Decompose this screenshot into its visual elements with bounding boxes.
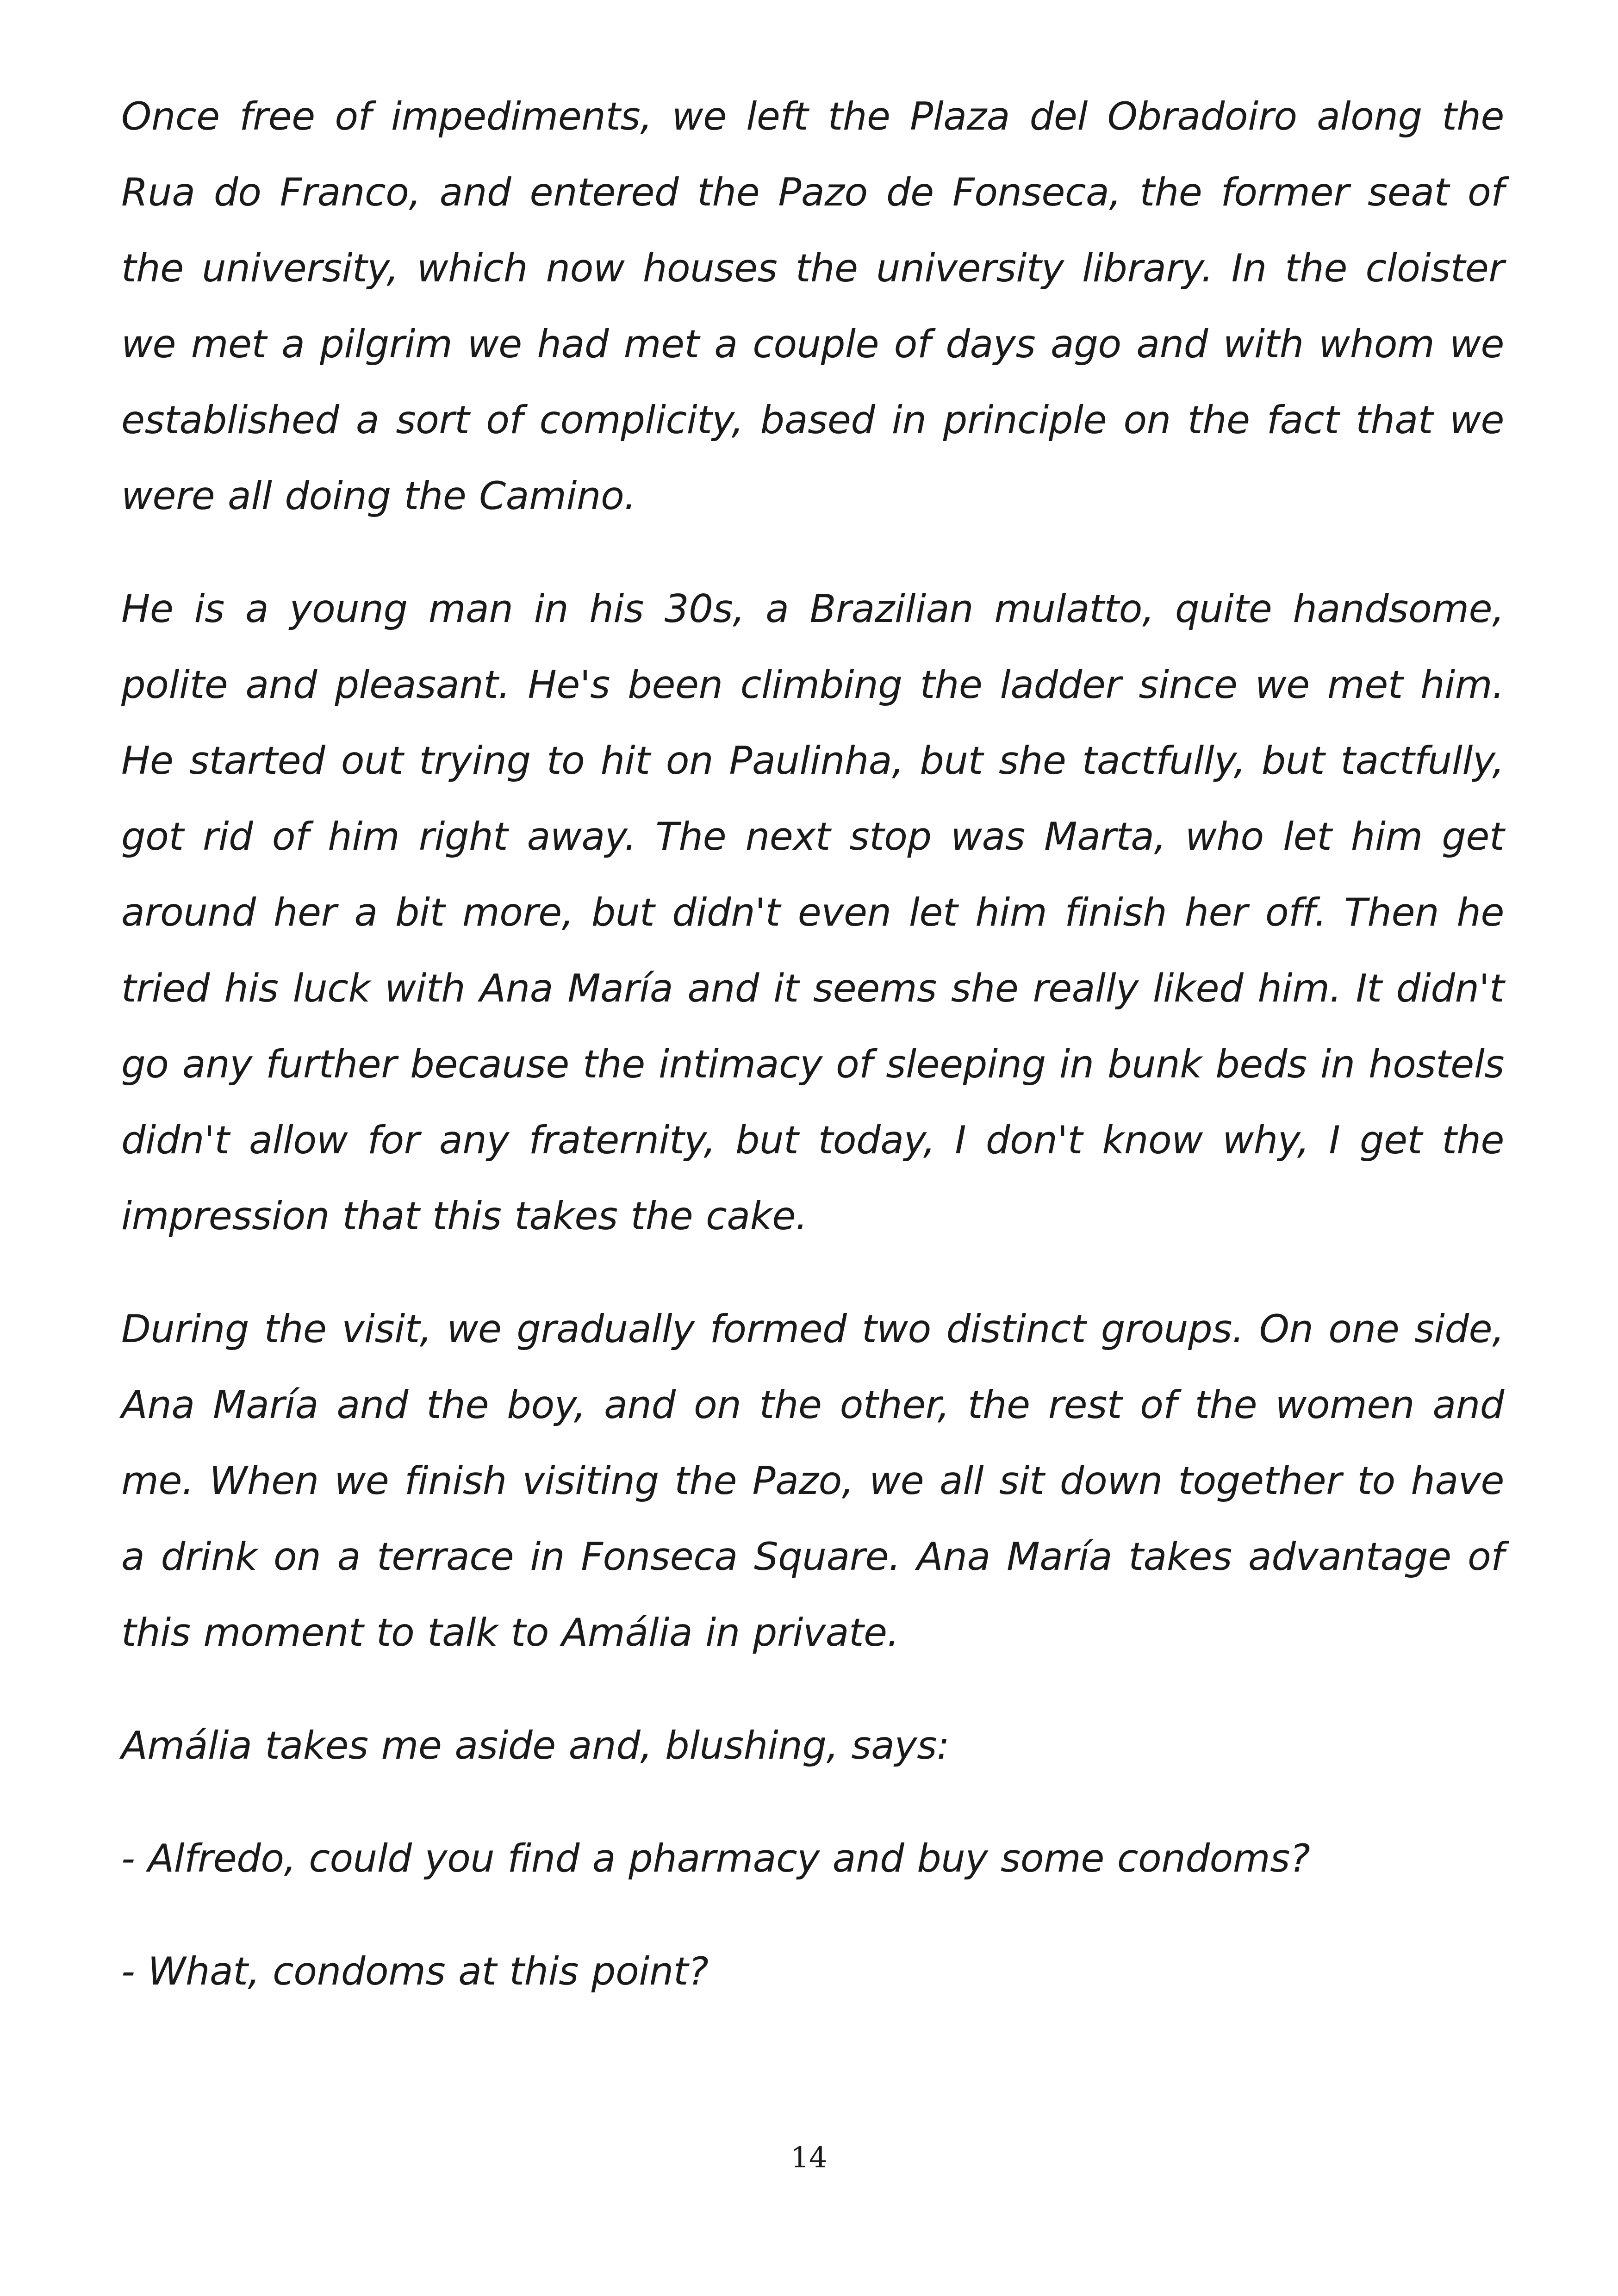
document-body — [121, 79, 1504, 2010]
dialogue-line: - Alfredo, could you find a pharmacy and buy some condoms? — [121, 1836, 1310, 1881]
paragraph: During the visit, we gradually formed two distinct groups. On one side, Ana María and the boy, and on the other, the rest of the women and me. When we finish visiting the Pazo, we all sit down together to have a drink on a terrace in Fonseca Square. Ana María takes advantage of this moment to talk to Amália in private. — [121, 1307, 1504, 1655]
page-number: 14 — [790, 2140, 828, 2174]
dialogue-line: - What, condoms at this point? — [121, 1949, 709, 1994]
paragraph: He is a young man in his 30s, a Brazilian mulatto, quite handsome, polite and pleasant. He's been climbing the ladder since we met him. He started out trying to hit on Paulinha, but she tactfully, but tactfully, got rid of him right away. The next stop was Marta, who let him get around her a bit more, but didn't even let him finish her off. Then he tried his luck with Ana María and it seems she really liked him. It didn't go any further because the intimacy of sleeping in bunk beds in hostels didn't allow for any fraternity, but today, I don't know why, I get the impression that this takes the cake. — [121, 586, 1504, 1238]
paragraph: Once free of impediments, we left the Plaza del Obradoiro along the Rua do Franco, and entered the Pazo de Fonseca, the former seat of the university, which now houses the university library. In the cloister we met a pilgrim we had met a couple of days ago and with whom we established a sort of complicity, based in principle on the fact that we were all doing the Camino. — [121, 94, 1504, 518]
paragraph: Amália takes me aside and, blushing, says: — [121, 1723, 950, 1768]
